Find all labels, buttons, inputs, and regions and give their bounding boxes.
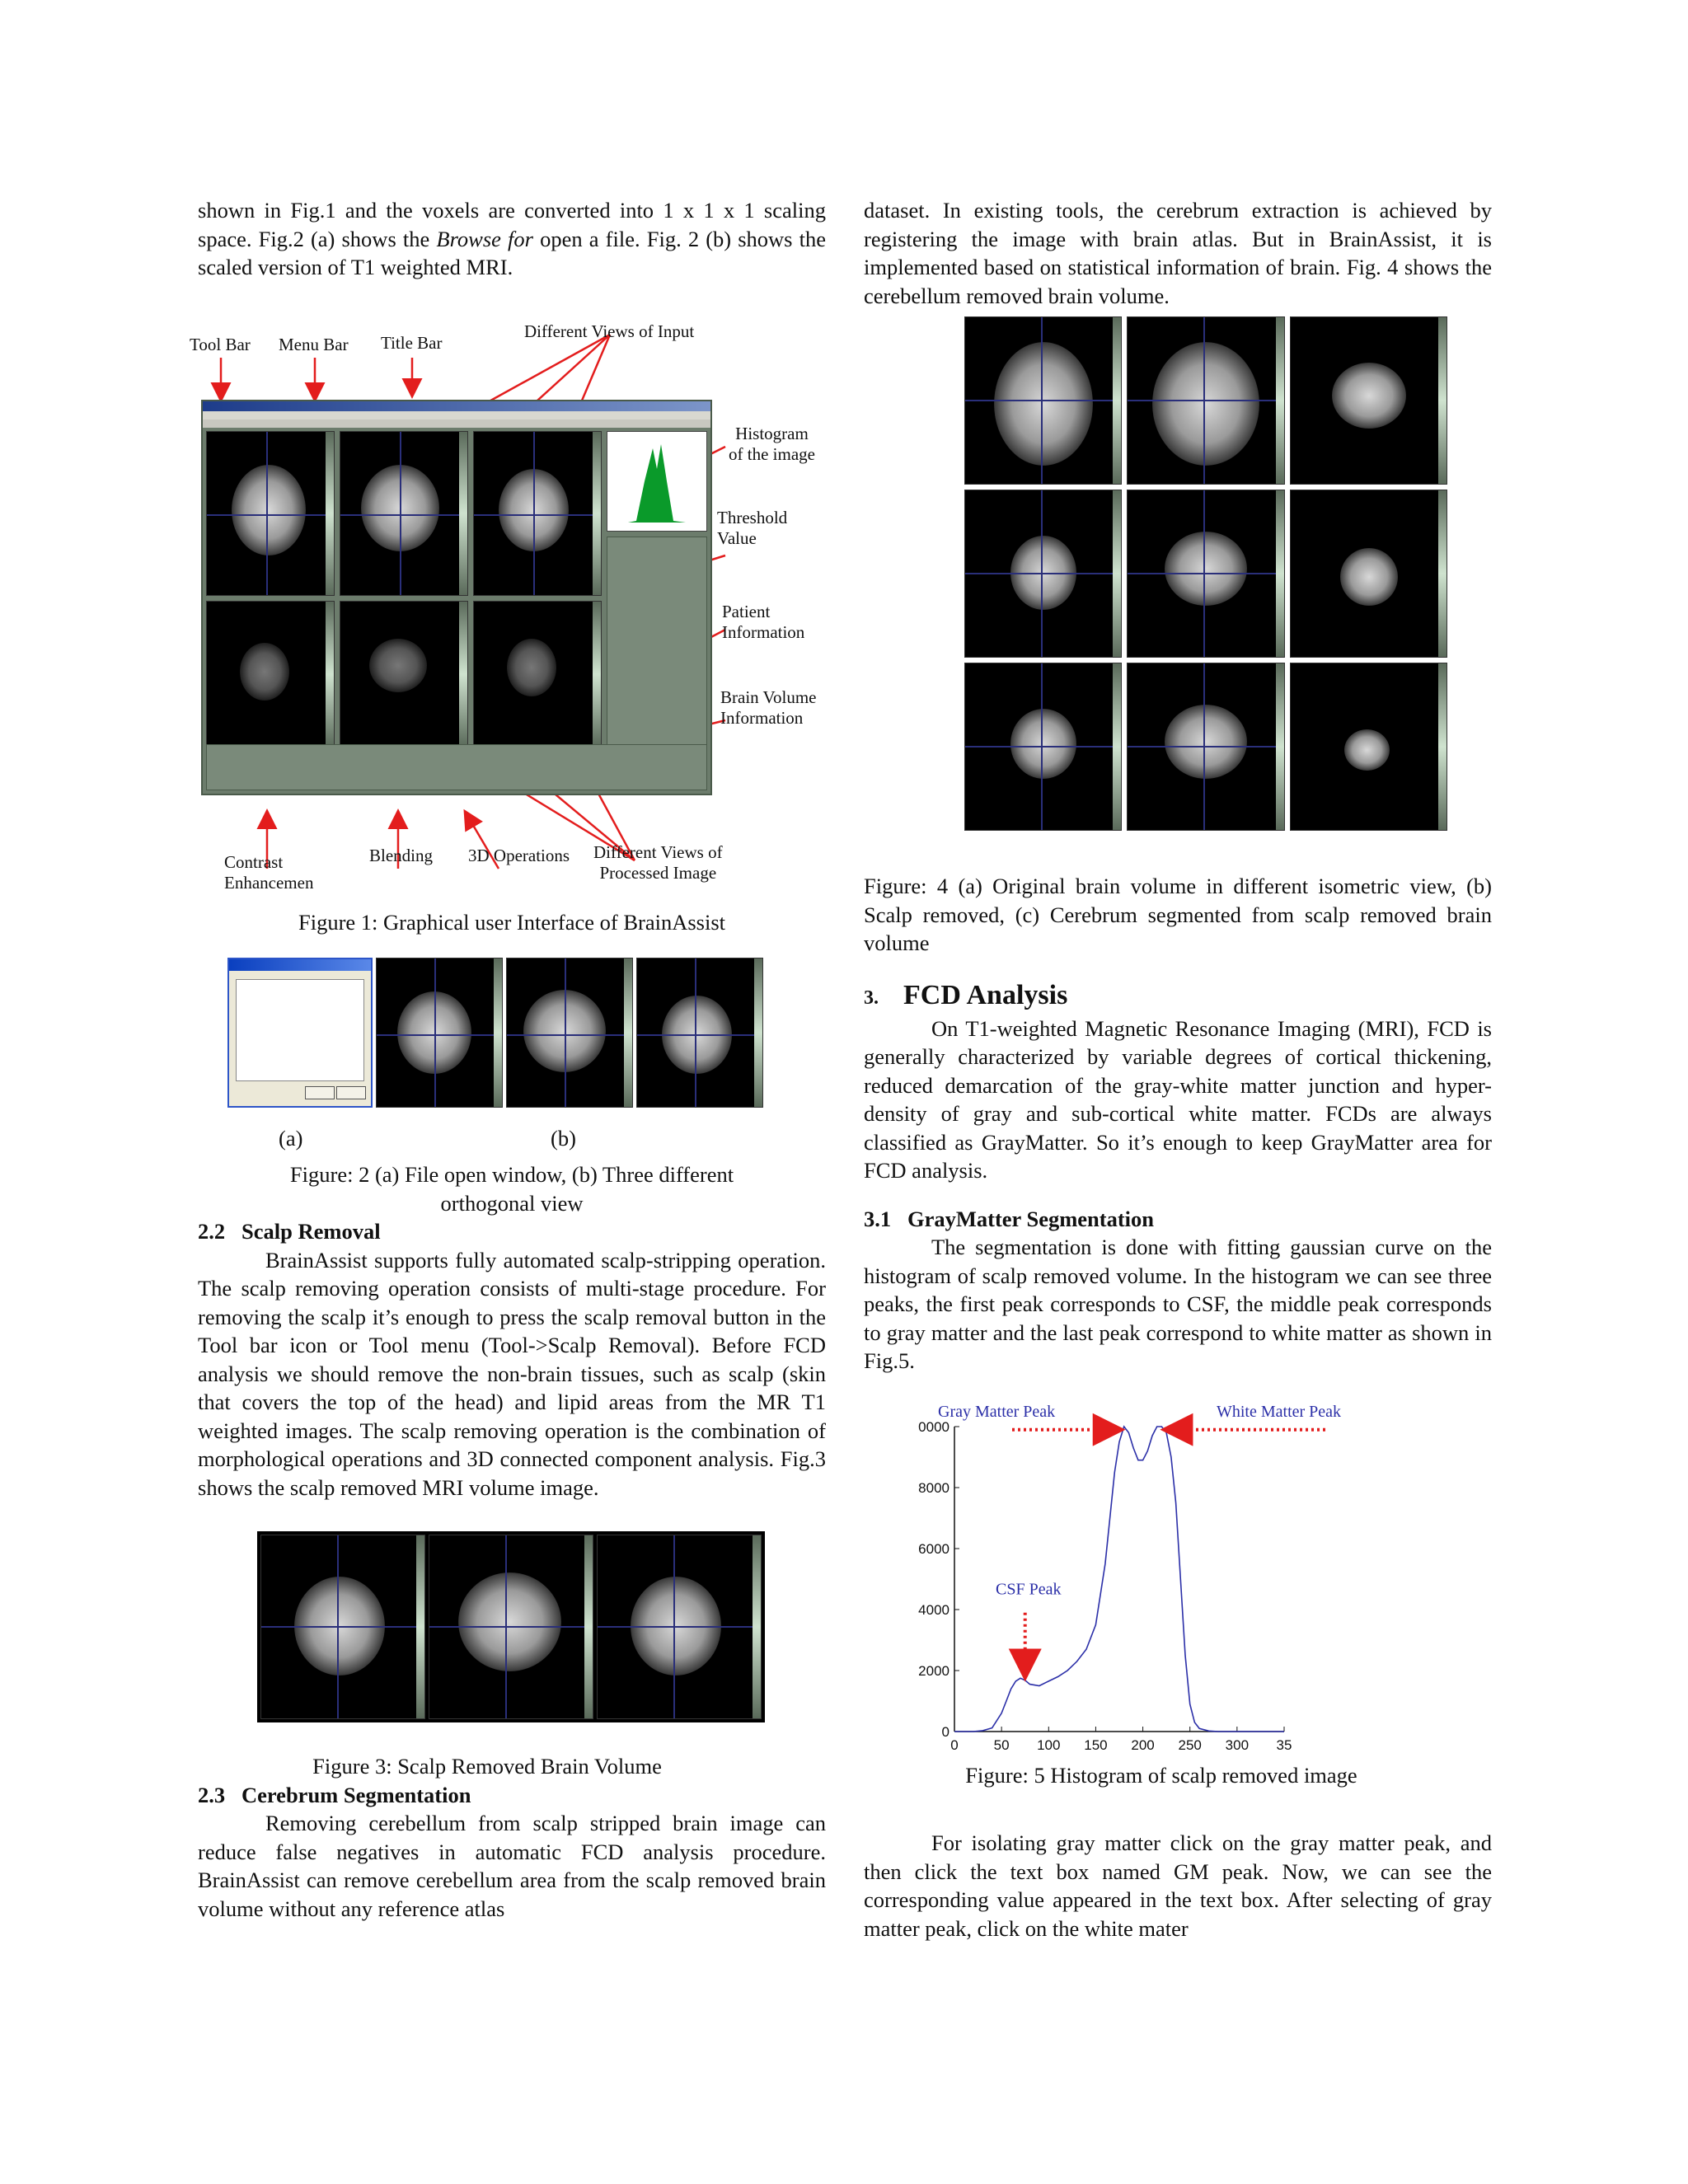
annotation-csf-peak: CSF Peak [996, 1580, 1062, 1598]
figure-4-caption: Figure: 4 (a) Original brain volume in different isometric view, (b) Scalp removed, (c) Cerebrum segmented from scalp removed brain volume [864, 874, 1492, 955]
x-tick-label: 50 [993, 1736, 1010, 1753]
figure-2-sublabels [198, 1124, 826, 1160]
figure-2-label-b: (b) [551, 1126, 576, 1151]
gui-menu-bar [203, 411, 710, 419]
figure-4 [964, 316, 1447, 831]
figure-2 [227, 958, 771, 1108]
x-tick-label: 35 [1276, 1736, 1292, 1753]
y-tick-label: 4000 [918, 1601, 950, 1618]
figure-3 [257, 1531, 765, 1722]
label-views-input: Different Views of Input [524, 321, 695, 341]
y-tick-label: 0000 [918, 1418, 950, 1435]
label-3d-operations: 3D Operations [468, 845, 570, 865]
label-title-bar: Title Bar [381, 332, 443, 353]
left-paragraph-2: BrainAssist supports fully automated scalp-stripping operation. The scalp removing operation consists of multi-stage procedure. For removing the scalp it’s enough to press the scalp removal button in the Tool bar icon or Tool menu (Tool->Scalp Removal). Before FCD analysis we should remove the non-brain tissues, such as scalp (skin that covers the top of the head) and lipid areas from the MR T1 weighted images. The scalp removing operation is the combination of morphological operations and 3D connected component analysis. Fig.3 shows the scalp removed MRI volume image. [198, 1247, 826, 1500]
file-open-window [227, 958, 373, 1108]
figure-2-caption: Figure: 2 (a) File open window, (b) Three different orthogonal view [289, 1162, 734, 1216]
figure-5-caption: Figure: 5 Histogram of scalp removed image [965, 1762, 1357, 1788]
gui-tool-bar [203, 419, 710, 428]
label-views-processed: Different Views of Processed Image [593, 841, 723, 883]
section-2-3-heading: 2.3 Cerebrum Segmentation [198, 1782, 471, 1807]
x-tick-label: 150 [1084, 1736, 1108, 1753]
histogram-series-line [954, 1427, 1284, 1732]
right-column [864, 196, 1492, 1943]
label-threshold: Threshold Value [717, 507, 788, 548]
section-3-heading: 3. FCD Analysis [864, 979, 1068, 1010]
left-column [190, 196, 826, 1923]
annotation-gray-matter-peak: Gray Matter Peak [938, 1402, 1056, 1421]
label-contrast: Contrast Enhancemen [224, 851, 314, 893]
left-paragraph-3: Removing cerebellum from scalp stripped brain image can reduce false negatives in automatic FCD analysis procedure. BrainAssist can remove cerebellum area from the scalp removed brain volume without any reference atlas [198, 1811, 826, 1921]
gui-histogram-panel [607, 431, 707, 532]
figure-3-caption: Figure 3: Scalp Removed Brain Volume [312, 1754, 662, 1779]
right-paragraph-3: The segmentation is done with fitting gaussian curve on the histogram of scalp removed volume. In the histogram we can see three peaks, the first peak corresponds to CSF, the middle peak corresponds to gray matter and the last peak correspond to white matter as shown in Fig.5. [864, 1235, 1492, 1373]
figure-2-label-a: (a) [279, 1126, 303, 1151]
y-tick-label: 6000 [918, 1540, 950, 1557]
figure-1 [190, 292, 826, 908]
annotation-white-matter-peak: White Matter Peak [1217, 1402, 1342, 1421]
x-tick-label: 250 [1178, 1736, 1202, 1753]
section-2-2-heading: 2.2 Scalp Removal [198, 1219, 381, 1244]
histogram-chart [897, 1394, 1391, 1756]
label-menu-bar: Menu Bar [279, 334, 349, 354]
label-tool-bar: Tool Bar [190, 334, 251, 354]
section-3-1-heading: 3.1 GrayMatter Segmentation [864, 1206, 1155, 1231]
label-blending: Blending [369, 845, 433, 865]
label-patient-info: Patient Information [722, 601, 805, 642]
y-tick-label: 8000 [918, 1479, 950, 1496]
left-paragraph-1: shown in Fig.1 and the voxels are converted into 1 x 1 x 1 scaling space. Fig.2 (a) shows the Browse for open a file. Fig. 2 (b) shows the scaled version of T1 weighted MRI. [198, 198, 826, 279]
figure-5-chart [897, 1394, 1391, 1756]
x-tick-label: 300 [1225, 1736, 1250, 1753]
label-brain-volume: Brain Volume Information [720, 687, 817, 728]
x-tick-label: 200 [1131, 1736, 1155, 1753]
right-paragraph-1: dataset. In existing tools, the cerebrum extraction is achieved by registering the image with brain atlas. But in BrainAssist, it is implemented based on statistical information of brain. Fig. 4 shows the cerebellum removed brain volume. [864, 198, 1492, 308]
brainassist-gui-screenshot [201, 400, 712, 795]
x-tick-label: 0 [950, 1736, 959, 1753]
right-paragraph-2: On T1-weighted Magnetic Resonance Imaging (MRI), FCD is generally characterized by variable degrees of cortical thickening, reduced demarcation of the gray-white matter junction and hyper-density of gray and sub-cortical white matter. FCDs are always classified as GrayMatter. So it’s enough to keep GrayMatter area for FCD analysis. [864, 1015, 1492, 1183]
gui-title-bar [203, 401, 710, 411]
y-tick-label: 2000 [918, 1662, 950, 1679]
x-tick-label: 100 [1037, 1736, 1061, 1753]
right-paragraph-4: For isolating gray matter click on the gray matter peak, and then click the text box named GM peak. Now, we can see the corresponding value appeared in the text box. After selecting of gray matter peak, click on the white mater [864, 1830, 1492, 1941]
figure-1-caption: Figure 1: Graphical user Interface of BrainAssist [298, 909, 726, 935]
gui-bottom-controls [206, 744, 707, 790]
y-tick-label: 0 [941, 1723, 950, 1740]
label-histogram: Histogram of the image [729, 423, 815, 464]
